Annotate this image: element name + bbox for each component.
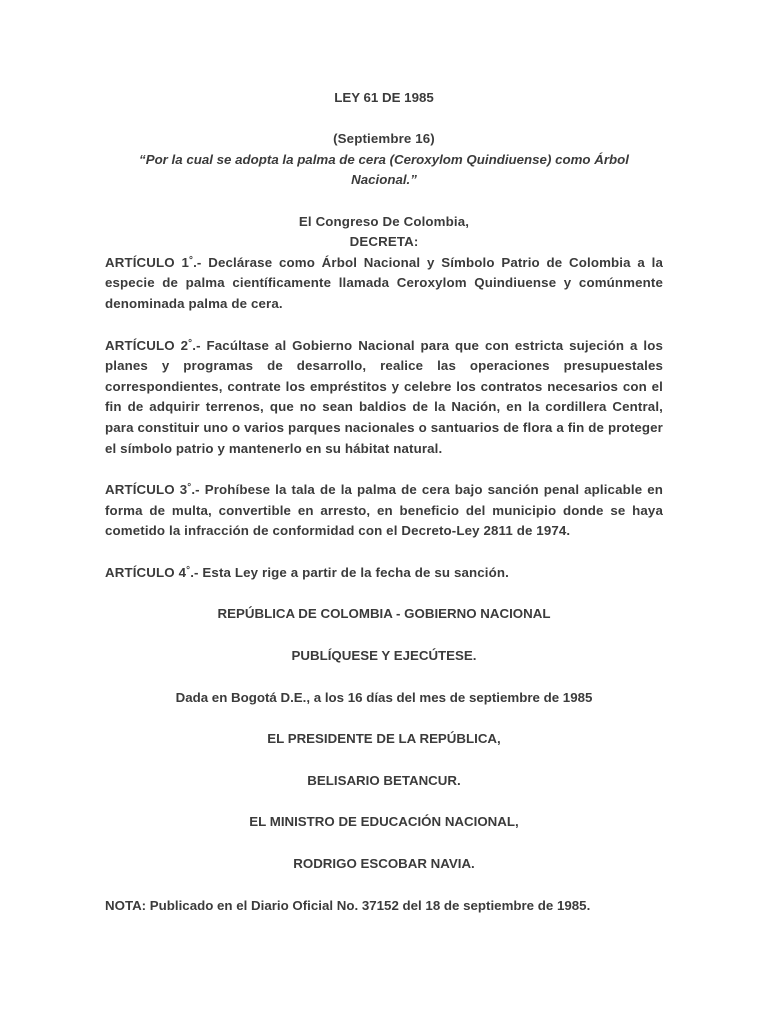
article-3-separator: .-	[191, 482, 205, 498]
spacer	[105, 833, 663, 854]
date-line: (Septiembre 16)	[333, 131, 435, 147]
president-name: BELISARIO BETANCUR.	[307, 772, 461, 788]
article-2-label: ARTÍCULO 2	[105, 337, 189, 353]
article-3	[105, 480, 663, 542]
spacer	[105, 109, 663, 130]
spacer	[105, 875, 663, 896]
article-2-separator: .-	[192, 337, 207, 353]
president-title: EL PRESIDENTE DE LA REPÚBLICA,	[267, 731, 501, 747]
publication-note: NOTA: Publicado en el Diario Oficial No. 37152 del 18 de septiembre de 1985.	[105, 897, 591, 913]
article-1	[105, 253, 663, 315]
article-4	[105, 563, 663, 584]
republic-line: REPÚBLICA DE COLOMBIA - GOBIERNO NACIONAL	[217, 606, 551, 622]
spacer	[105, 315, 663, 336]
spacer	[105, 708, 663, 729]
article-2-text: Facúltase al Gobierno Nacional para que con estricta sujeción a los planes y programas de desarrollo, realice las operaciones presupuestales correspondientes, contrate los empréstitos y celebre los contratos necesarios con el fin de adquirir terrenos, que no sean baldios de la Nación, en la cordillera Central, para constituir uno o varios parques nacionales o santuarios de flora a fin de proteger el símbolo patrio y mantenerlo en su hábitat natural.	[105, 337, 663, 456]
article-2	[105, 336, 663, 460]
article-4-text: Esta Ley rige a partir de la fecha de su sanción.	[202, 564, 509, 580]
minister-name: RODRIGO ESCOBAR NAVIA.	[293, 856, 475, 872]
spacer	[105, 191, 663, 212]
publish-line: PUBLÍQUESE Y EJECÚTESE.	[291, 648, 477, 664]
article-4-ordinal: °	[186, 564, 191, 576]
spacer	[105, 459, 663, 480]
article-2-ordinal: °	[188, 337, 193, 349]
spacer	[105, 583, 663, 604]
document-subtitle: “Por la cual se adopta la palma de cera (Ceroxylom Quindiuense) como Árbol Nacional.”	[139, 151, 629, 188]
article-1-text: Declárase como Árbol Nacional y Símbolo Patrio de Colombia a la especie de palma científicamente llamada Ceroxylom Quindiuense y comúnmente denominada palma de cera.	[105, 254, 663, 311]
article-3-ordinal: °	[187, 481, 192, 493]
page-title: LEY 61 DE 1985	[334, 90, 434, 105]
document-body	[105, 88, 663, 916]
enacting-verb: DECRETA:	[349, 234, 419, 250]
spacer	[105, 625, 663, 646]
article-1-separator: .-	[193, 254, 209, 270]
given-line: Dada en Bogotá D.E., a los 16 días del mes de septiembre de 1985	[175, 689, 593, 705]
minister-title: EL MINISTRO DE EDUCACIÓN NACIONAL,	[249, 814, 519, 830]
enacting-body: El Congreso De Colombia,	[298, 213, 470, 229]
article-3-text: Prohíbese la tala de la palma de cera bajo sanción penal aplicable en forma de multa, convertible en arresto, en beneficio del municipio donde se haya cometido la infracción de conformidad con el Decreto-Ley 2811 de 1974.	[105, 482, 663, 539]
article-1-label: ARTÍCULO 1	[105, 254, 190, 270]
article-4-separator: .-	[190, 564, 203, 580]
spacer	[105, 791, 663, 812]
article-4-label: ARTÍCULO 4	[105, 564, 187, 580]
spacer	[105, 542, 663, 563]
article-1-ordinal: °	[189, 254, 194, 266]
article-3-label: ARTÍCULO 3	[105, 482, 188, 498]
spacer	[105, 750, 663, 771]
spacer	[105, 667, 663, 688]
